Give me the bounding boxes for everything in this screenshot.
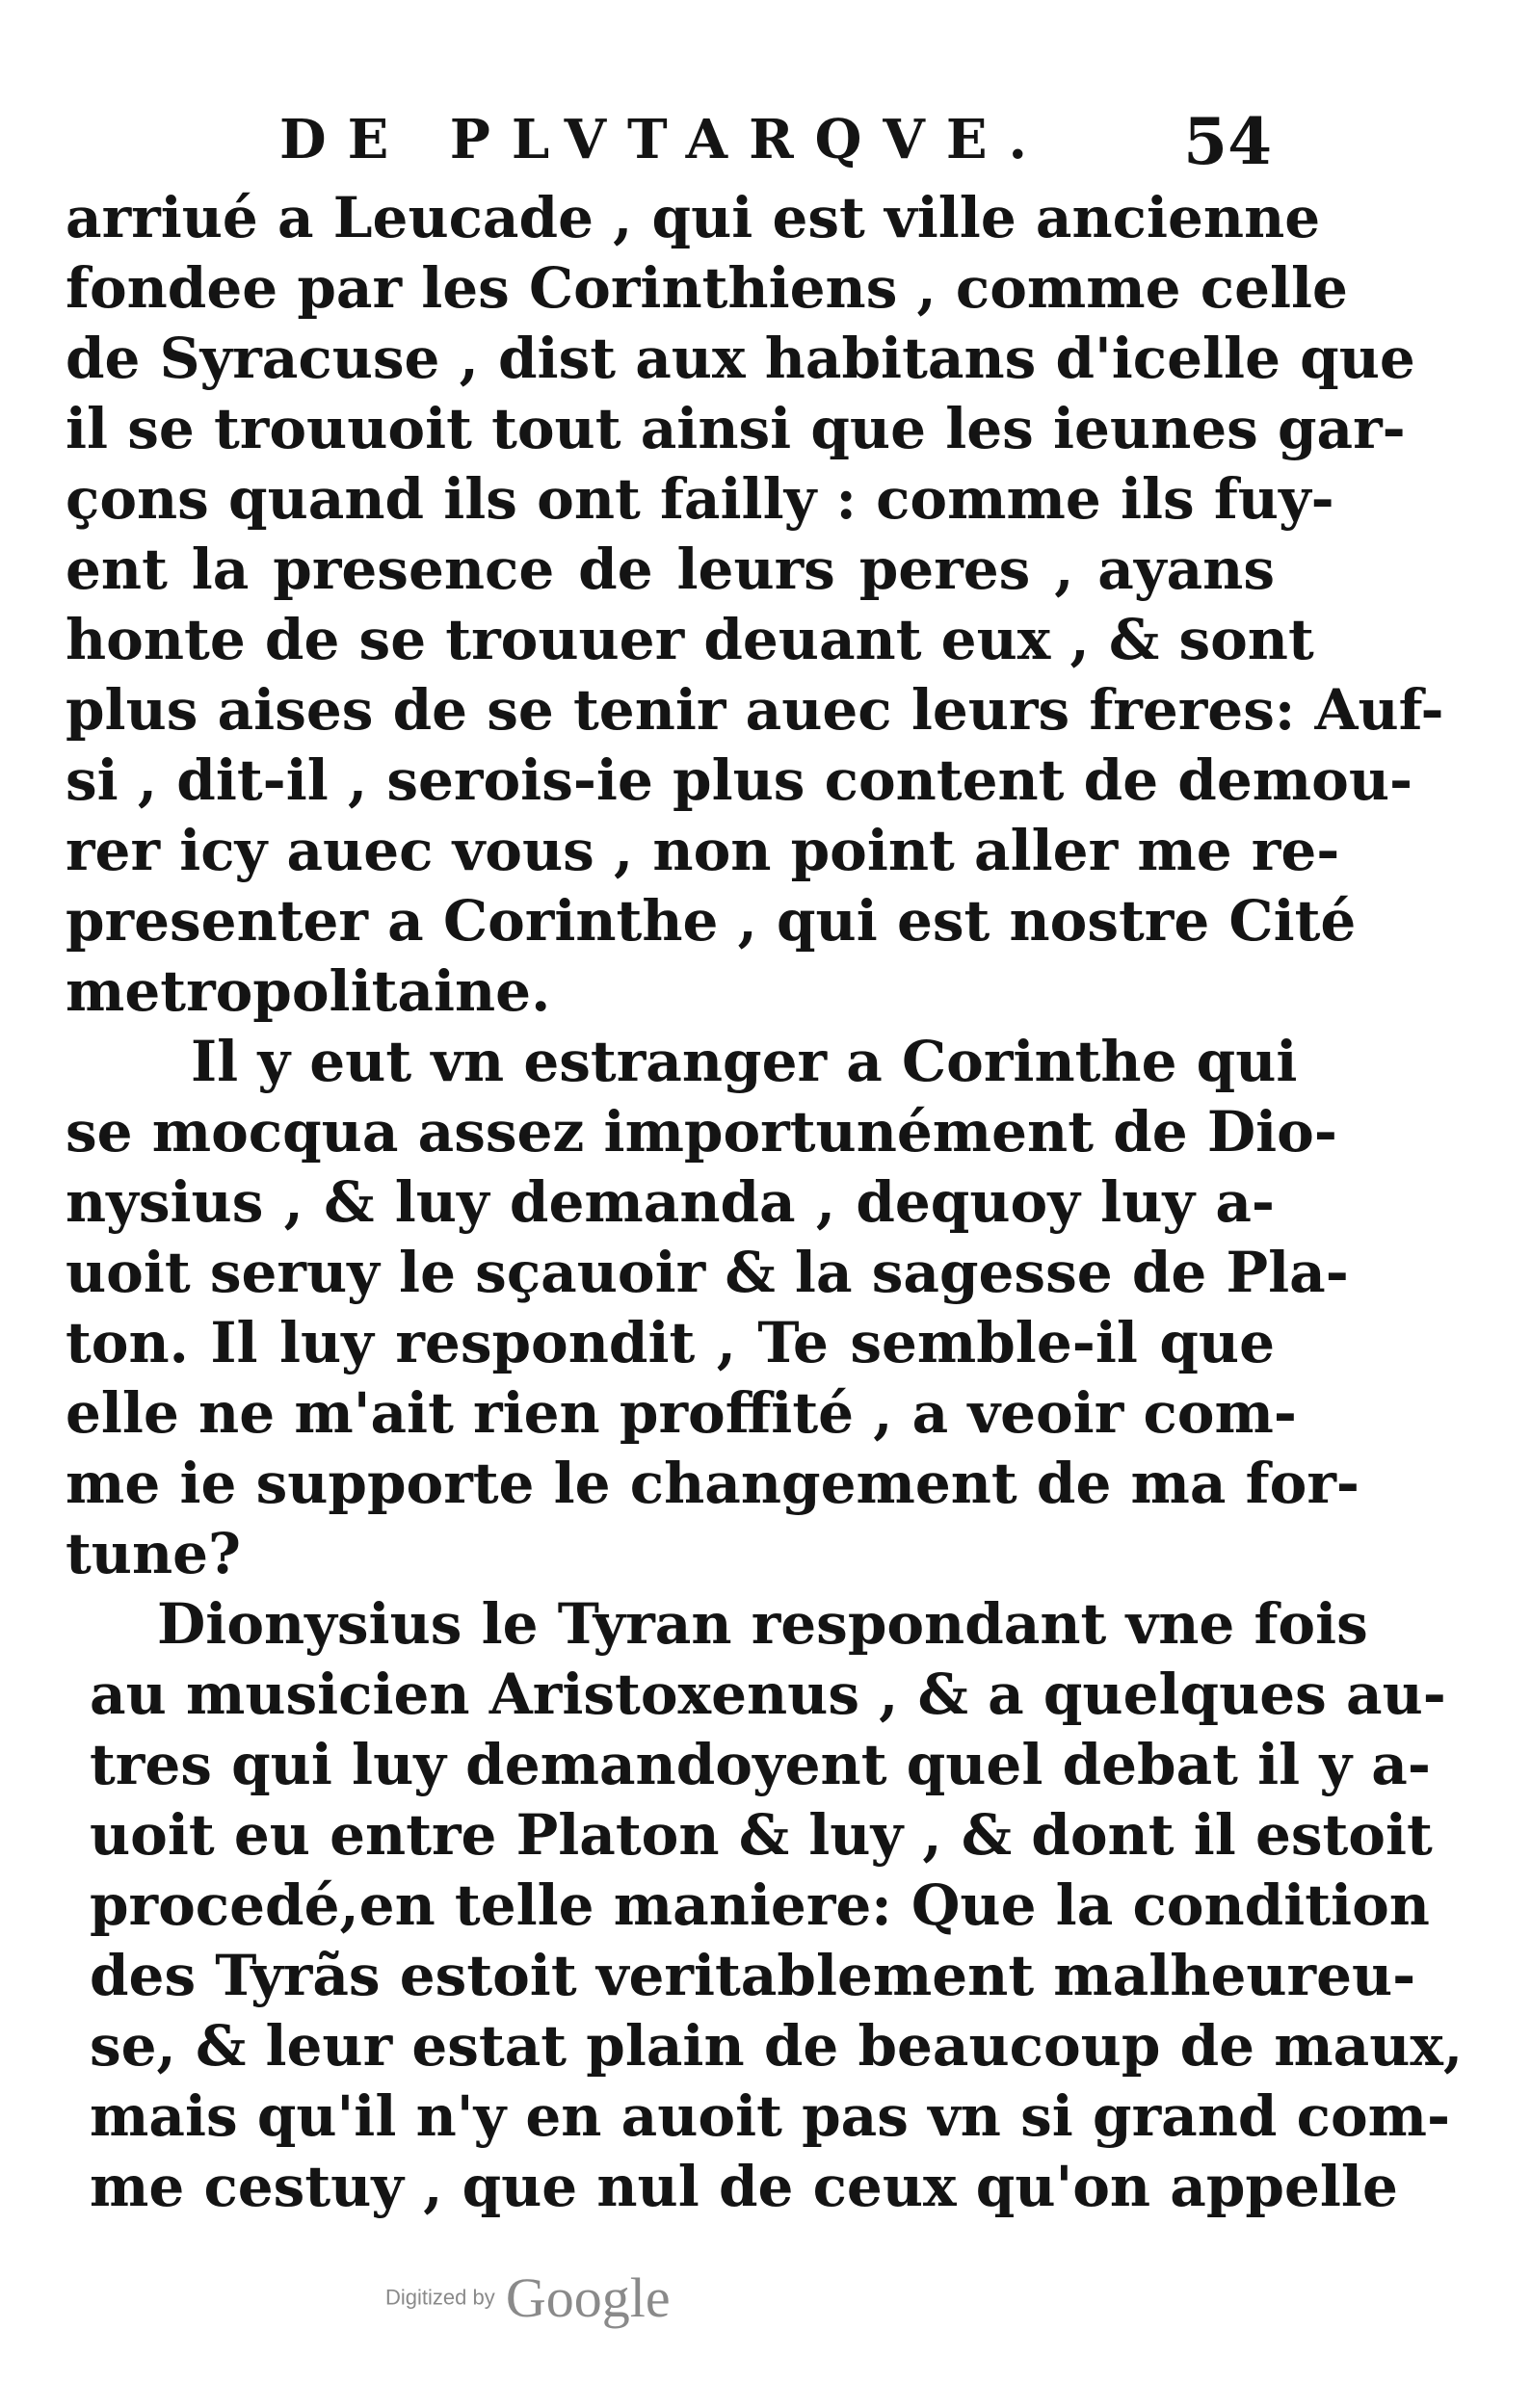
text-line: nysius , & luy demanda , dequoy luy a-: [66, 1169, 1275, 1235]
text-line: uoit eu entre Platon & luy , & dont il estoit: [90, 1802, 1433, 1868]
text-line: uoit seruy le sçauoir & la sagesse de Pla-: [66, 1240, 1349, 1305]
text-line: procedé,en telle maniere: Que la condition: [90, 1872, 1430, 1938]
running-title: DE PLVTARQVE.: [279, 108, 1049, 171]
text-line: si , dit-il , serois-ie plus content de demou-: [66, 747, 1413, 813]
text-line: au musicien Aristoxenus , & a quelques au-: [90, 1662, 1446, 1727]
text-line: tres qui luy demandoyent quel debat il y a-: [90, 1732, 1431, 1797]
paragraph-1: [66, 183, 1444, 1027]
text-line: ton. Il luy respondit , Te semble-il que: [66, 1310, 1275, 1375]
text-line: elle ne m'ait rien proffité , a veoir com-: [66, 1380, 1297, 1446]
paragraph-2: [66, 1027, 1359, 1589]
text-line: il se trouuoit tout ainsi que les ieunes gar-: [66, 396, 1406, 461]
text-line: Dionysius le Tyran respondant vne fois: [157, 1591, 1368, 1657]
page-number: 54: [1183, 104, 1272, 179]
text-line: plus aises de se tenir auec leurs freres: Auf-: [66, 677, 1444, 743]
text-line: me ie supporte le changement de ma for-: [66, 1451, 1359, 1516]
text-line: tune?: [66, 1521, 242, 1586]
google-logo: Google: [505, 2266, 671, 2329]
text-line: me cestuy , que nul de ceux qu'on appelle: [90, 2154, 1398, 2219]
body-text: [66, 183, 1464, 2222]
text-line: presenter a Corinthe , qui est nostre Cité: [66, 888, 1357, 954]
text-line: mais qu'il n'y en auoit pas vn si grand com-: [90, 2083, 1451, 2149]
text-line: arriué a Leucade , qui est ville ancienne: [66, 185, 1321, 250]
text-line: ent la presence de leurs peres , ayans: [66, 537, 1275, 602]
text-line: Il y eut vn estranger a Corinthe qui: [191, 1029, 1298, 1094]
text-line: metropolitaine.: [66, 958, 551, 1024]
text-line: honte de se trouuer deuant eux , & sont: [66, 607, 1314, 672]
text-line: des Tyrãs estoit veritablement malheureu-: [90, 1943, 1416, 2008]
text-line: se mocqua assez importunément de Dio-: [66, 1099, 1337, 1165]
text-line: de Syracuse , dist aux habitans d'icelle que: [66, 326, 1415, 391]
paragraph-3: [66, 1589, 1464, 2222]
text-line: se, & leur estat plain de beaucoup de maux,: [90, 2013, 1464, 2079]
text-line: çons quand ils ont failly : comme ils fuy-: [66, 466, 1334, 532]
text-line: rer icy auec vous , non point aller me re-: [66, 818, 1340, 883]
text-line: fondee par les Corinthiens , comme celle: [66, 255, 1348, 321]
page-header: [279, 104, 1272, 181]
digitization-watermark: [385, 2265, 809, 2333]
digitized-by-label: Digitized by: [385, 2285, 495, 2310]
